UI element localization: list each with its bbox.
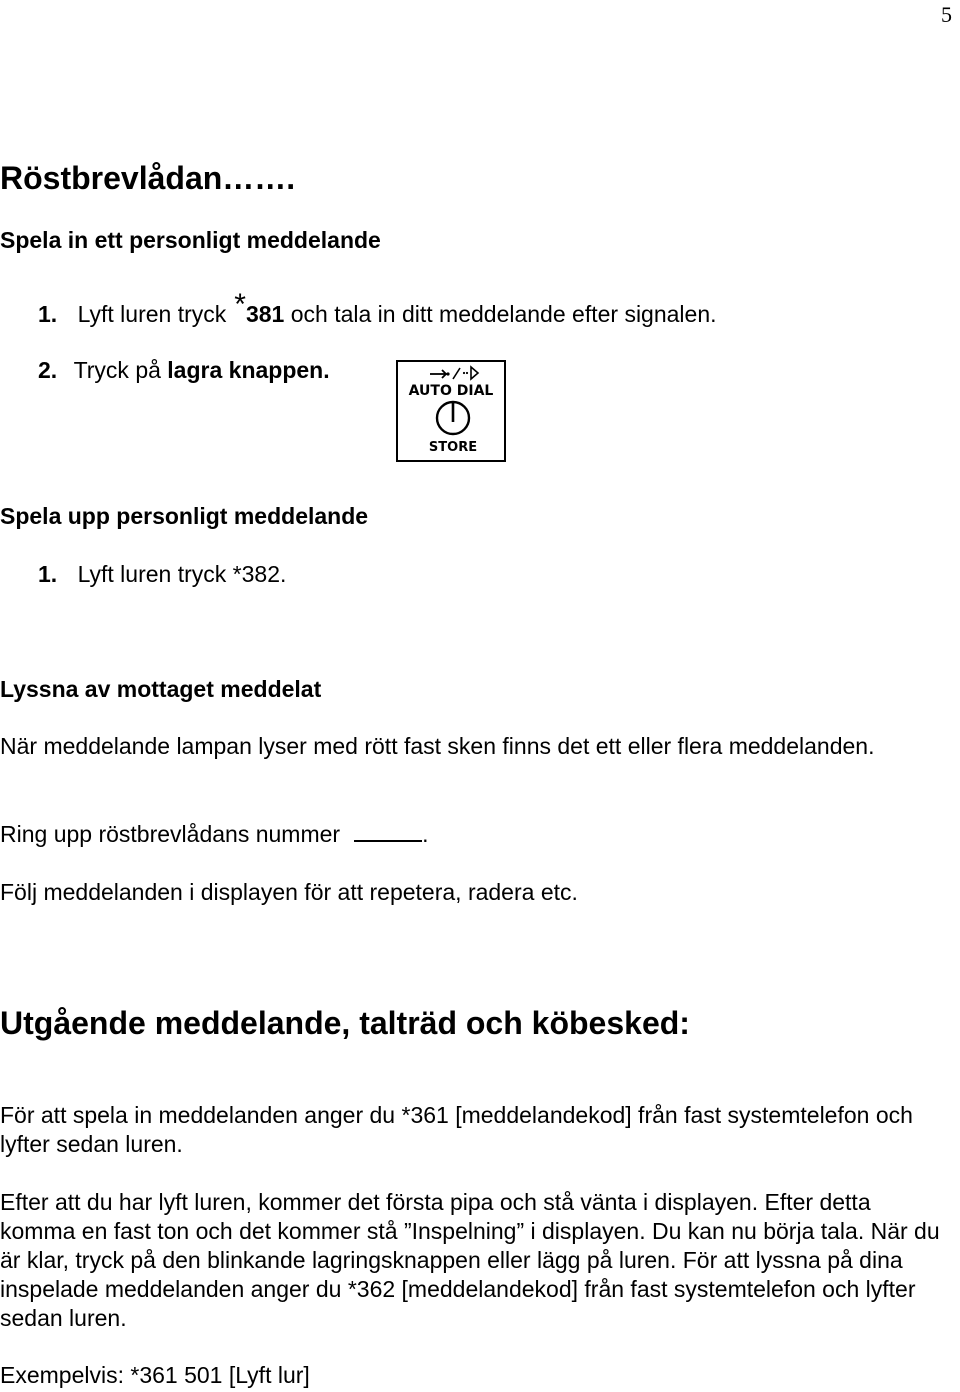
record-step-2: 2. Tryck på lagra knappen. xyxy=(38,357,330,383)
page-title: Röstbrevlådan……. xyxy=(0,160,296,196)
number-blank xyxy=(354,822,422,842)
listen-line-2: Ring upp röstbrevlådans nummer . xyxy=(0,821,429,847)
record-step-1: 1. Lyft luren tryck *381 och tala in ditt meddelande efter signalen. xyxy=(38,288,717,327)
outgoing-paragraph-2: Efter att du har lyft luren, kommer det första pipa och stå vänta i displayen. Efter detta komma en fast ton och det kommer stå ”Inspelning” i displayen. Du kan nu börja tala. När du är klar, tryck på den blinkande lagringsknappen eller lägg på luren. För att lyssna på dina inspelade meddelanden anger du *362 [meddelandekod] från fast systemtelefon och lyfter sedan luren. xyxy=(0,1189,940,1331)
outgoing-example: Exempelvis: *361 501 [Lyft lur] xyxy=(0,1362,310,1388)
playback-step-1: 1. Lyft luren tryck *382. xyxy=(38,561,287,587)
listen-line-3: Följ meddelanden i displayen för att repetera, radera etc. xyxy=(0,879,578,905)
outgoing-paragraph-1: För att spela in meddelanden anger du *361 [meddelandekod] från fast systemtelefon och lyfter sedan luren. xyxy=(0,1102,913,1157)
auto-dial-label: AUTO DIAL xyxy=(408,383,494,399)
store-label: STORE xyxy=(428,440,478,455)
listen-line-1: När meddelande lampan lyser med rött fast sken finns det ett eller flera meddelanden. xyxy=(0,733,875,759)
store-button-illustration xyxy=(396,360,506,462)
auto-dial-store-icon xyxy=(398,362,504,460)
playback-heading: Spela upp personligt meddelande xyxy=(0,503,369,529)
page-number: 5 xyxy=(941,2,952,27)
record-heading: Spela in ett personligt meddelande xyxy=(0,227,381,253)
outgoing-heading: Utgående meddelande, talträd och köbesked: xyxy=(0,1005,690,1041)
listen-heading: Lyssna av mottaget meddelat xyxy=(0,676,322,702)
